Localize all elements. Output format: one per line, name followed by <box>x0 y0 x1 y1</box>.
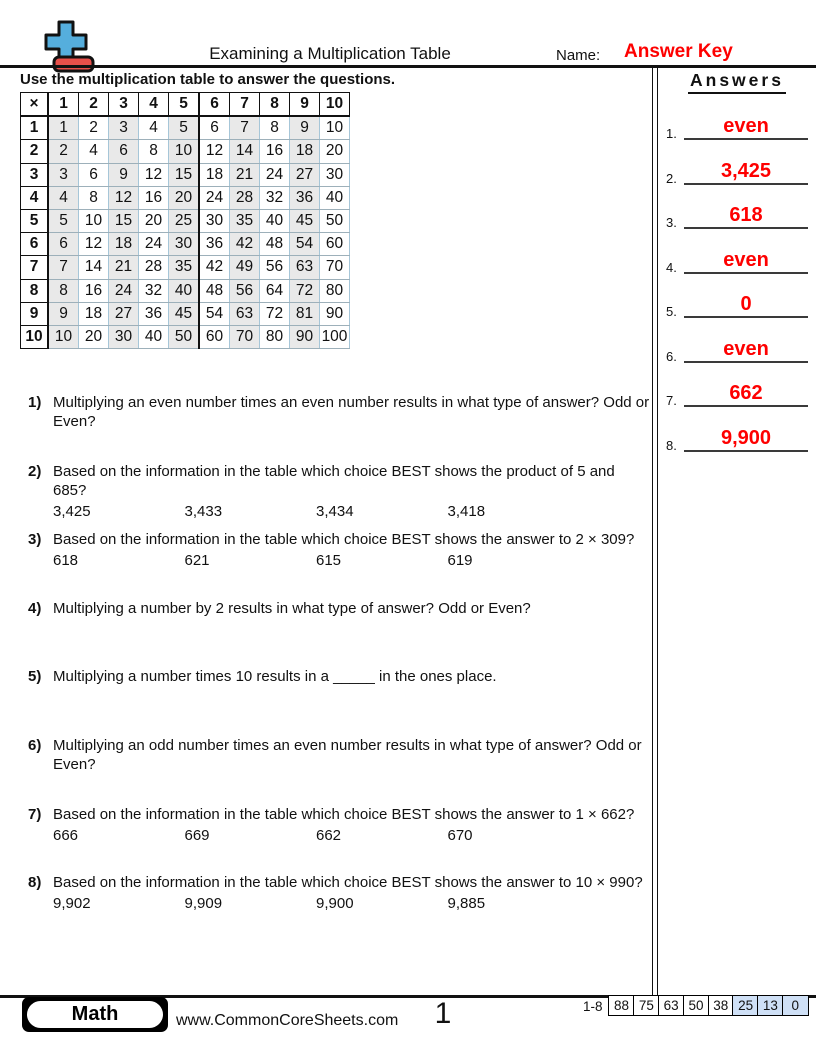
table-cell: 10 <box>169 140 200 163</box>
choices-row <box>53 503 654 520</box>
score-cell: 88 <box>608 995 635 1016</box>
question-item <box>28 530 654 569</box>
answer-number: 6. <box>666 348 677 364</box>
answer-blank-line <box>684 159 808 185</box>
score-cell: 75 <box>633 995 660 1016</box>
table-cell: 4 <box>79 140 109 163</box>
table-row-header: 10 <box>21 325 49 348</box>
page-number: 1 <box>434 997 452 1030</box>
table-cell: 81 <box>290 302 320 325</box>
question-text: Multiplying an even number times an even number results in what type of answer? Odd or Even? <box>53 394 650 430</box>
table-cell: 24 <box>260 163 290 186</box>
question-number: 2) <box>28 462 42 480</box>
choice-option: 621 <box>184 552 210 570</box>
table-cell: 15 <box>169 163 200 186</box>
table-cell: 40 <box>139 325 169 348</box>
choice-option: 9,885 <box>447 895 486 913</box>
question-item <box>28 599 654 618</box>
table-cell: 28 <box>230 186 260 209</box>
table-cell: 8 <box>79 186 109 209</box>
table-cell: 8 <box>139 140 169 163</box>
table-cell: 6 <box>199 116 230 140</box>
table-cell: 60 <box>320 233 350 256</box>
choice-option: 618 <box>53 552 79 570</box>
table-cell: 12 <box>79 233 109 256</box>
table-cell: 30 <box>320 163 350 186</box>
table-cell: 36 <box>290 186 320 209</box>
table-cell: 64 <box>260 279 290 302</box>
table-cell: 9 <box>109 163 139 186</box>
subject-badge-label: Math <box>27 1001 163 1028</box>
table-cell: 32 <box>139 279 169 302</box>
table-cell: 63 <box>290 256 320 279</box>
table-row-header: 3 <box>21 163 49 186</box>
answer-value: even <box>723 115 769 137</box>
table-cell: 10 <box>48 325 79 348</box>
table-col-header: 3 <box>109 93 139 117</box>
table-cell: 1 <box>48 116 79 140</box>
name-label: Name: <box>556 47 601 64</box>
score-cell: 63 <box>658 995 685 1016</box>
table-cell: 90 <box>320 302 350 325</box>
table-cell: 28 <box>139 256 169 279</box>
table-row-header: 4 <box>21 186 49 209</box>
table-cell: 10 <box>79 209 109 232</box>
answer-value: 618 <box>729 204 763 227</box>
answer-number: 2. <box>666 170 677 186</box>
table-cell: 18 <box>109 233 139 256</box>
choice-option: 666 <box>53 826 79 844</box>
question-number: 6) <box>28 737 42 755</box>
question-number: 7) <box>28 805 42 823</box>
answer-number: 7. <box>666 393 677 409</box>
choice-option: 662 <box>316 826 342 844</box>
table-cell: 56 <box>260 256 290 279</box>
table-cell: 32 <box>260 186 290 209</box>
table-cell: 27 <box>290 163 320 186</box>
table-row-header: 6 <box>21 233 49 256</box>
question-number: 5) <box>28 668 42 686</box>
table-cell: 18 <box>290 140 320 163</box>
table-cell: 45 <box>169 302 200 325</box>
table-cell: 8 <box>260 116 290 140</box>
table-cell: 30 <box>199 209 230 232</box>
table-cell: 6 <box>109 140 139 163</box>
score-range-label: 1-8 <box>583 999 603 1014</box>
question-text: Multiplying an odd number times an even number results in what type of answer? Odd or Even? <box>53 737 642 774</box>
table-col-header: 1 <box>48 93 79 117</box>
table-cell: 63 <box>230 302 260 325</box>
table-cell: 70 <box>230 325 260 348</box>
table-cell: 12 <box>109 186 139 209</box>
table-corner-cell: × <box>21 93 49 117</box>
answer-item <box>656 422 816 454</box>
answer-value: 662 <box>729 382 763 405</box>
table-cell: 3 <box>109 116 139 140</box>
table-cell: 54 <box>199 302 230 325</box>
score-cell: 0 <box>782 995 809 1016</box>
answer-value: 3,425 <box>720 159 772 182</box>
table-cell: 14 <box>230 140 260 163</box>
table-cell: 30 <box>109 325 139 348</box>
table-cell: 16 <box>79 279 109 302</box>
table-cell: 42 <box>230 233 260 256</box>
table-cell: 24 <box>139 233 169 256</box>
answer-blank-line <box>684 203 808 229</box>
table-cell: 24 <box>199 186 230 209</box>
choices-row <box>53 827 654 844</box>
question-item <box>28 873 654 912</box>
score-grid <box>610 995 809 1016</box>
answer-item <box>656 288 816 320</box>
table-cell: 27 <box>109 302 139 325</box>
table-cell: 20 <box>169 186 200 209</box>
table-cell: 7 <box>48 256 79 279</box>
answer-blank-line <box>684 426 808 452</box>
table-cell: 72 <box>290 279 320 302</box>
table-cell: 36 <box>199 233 230 256</box>
table-cell: 100 <box>320 325 350 348</box>
answer-item <box>656 244 816 276</box>
table-cell: 70 <box>320 256 350 279</box>
score-cell: 38 <box>708 995 735 1016</box>
answer-number: 1. <box>666 126 677 141</box>
choice-option: 3,433 <box>184 502 223 520</box>
question-item <box>28 462 654 520</box>
table-cell: 20 <box>79 325 109 348</box>
question-number: 4) <box>28 599 42 617</box>
choice-option: 670 <box>447 826 473 844</box>
table-cell: 9 <box>290 116 320 140</box>
table-cell: 15 <box>109 209 139 232</box>
question-text: Based on the information in the table which choice BEST shows the answer to 10 × 990? <box>53 874 643 892</box>
table-cell: 6 <box>48 233 79 256</box>
question-item <box>28 667 654 686</box>
table-cell: 35 <box>230 209 260 232</box>
table-cell: 4 <box>139 116 169 140</box>
question-text: Based on the information in the table which choice BEST shows the answer to 2 × 309? <box>53 531 635 549</box>
table-row-header: 2 <box>21 140 49 163</box>
answer-number: 8. <box>666 437 677 453</box>
instruction-text: Use the multiplication table to answer the questions. <box>20 71 396 88</box>
table-col-header: 6 <box>199 93 230 117</box>
question-text: Based on the information in the table which choice BEST shows the answer to 1 × 662? <box>53 805 635 823</box>
choice-option: 3,418 <box>447 502 486 520</box>
answer-value: 0 <box>740 293 752 316</box>
choices-row <box>53 552 654 569</box>
table-cell: 49 <box>230 256 260 279</box>
question-item <box>28 393 654 431</box>
table-cell: 50 <box>169 325 200 348</box>
choice-option: 3,434 <box>316 502 354 520</box>
table-cell: 21 <box>109 256 139 279</box>
table-cell: 72 <box>260 302 290 325</box>
answer-value: even <box>723 248 769 271</box>
table-cell: 12 <box>199 140 230 163</box>
table-cell: 7 <box>230 116 260 140</box>
table-cell: 40 <box>169 279 200 302</box>
table-cell: 5 <box>169 116 200 140</box>
answer-blank-line <box>684 381 808 407</box>
table-cell: 3 <box>48 163 79 186</box>
table-col-header: 8 <box>260 93 290 117</box>
answer-value: even <box>723 337 769 360</box>
table-cell: 5 <box>48 209 79 232</box>
table-row-header: 1 <box>21 116 49 140</box>
table-row-header: 5 <box>21 209 49 232</box>
table-cell: 40 <box>320 186 350 209</box>
question-number: 8) <box>28 874 42 892</box>
table-col-header: 5 <box>169 93 200 117</box>
table-cell: 12 <box>139 163 169 186</box>
table-cell: 20 <box>320 140 350 163</box>
answer-item <box>656 155 816 187</box>
table-col-header: 7 <box>230 93 260 117</box>
table-cell: 80 <box>260 325 290 348</box>
answer-blank-line <box>684 337 808 363</box>
answer-item <box>656 199 816 231</box>
table-cell: 9 <box>48 302 79 325</box>
table-col-header: 2 <box>79 93 109 117</box>
table-col-header: 4 <box>139 93 169 117</box>
table-cell: 16 <box>260 140 290 163</box>
question-number: 1) <box>28 394 42 411</box>
table-cell: 50 <box>320 209 350 232</box>
choice-option: 3,425 <box>53 502 91 520</box>
multiplication-table <box>20 92 350 349</box>
answer-number: 4. <box>666 259 677 275</box>
question-item <box>28 736 654 774</box>
answer-item <box>656 377 816 409</box>
table-col-header: 9 <box>290 93 320 117</box>
website-link[interactable]: www.CommonCoreSheets.com <box>176 1012 399 1029</box>
table-cell: 18 <box>199 163 230 186</box>
table-cell: 6 <box>79 163 109 186</box>
page-title: Examining a Multiplication Table <box>209 44 451 63</box>
choice-option: 9,909 <box>184 895 223 913</box>
table-cell: 8 <box>48 279 79 302</box>
table-cell: 25 <box>169 209 200 232</box>
table-cell: 10 <box>320 116 350 140</box>
question-number: 3) <box>28 531 42 549</box>
table-cell: 30 <box>169 233 200 256</box>
table-cell: 20 <box>139 209 169 232</box>
table-cell: 48 <box>199 279 230 302</box>
table-cell: 21 <box>230 163 260 186</box>
table-cell: 2 <box>79 116 109 140</box>
score-cell: 25 <box>732 995 759 1016</box>
table-cell: 35 <box>169 256 200 279</box>
answer-item <box>656 110 816 142</box>
answer-blank-line <box>684 248 808 274</box>
table-row-header: 9 <box>21 302 49 325</box>
table-cell: 48 <box>260 233 290 256</box>
score-cell: 50 <box>683 995 710 1016</box>
answers-panel <box>656 66 816 997</box>
table-cell: 80 <box>320 279 350 302</box>
table-col-header: 10 <box>320 93 350 117</box>
choice-option: 615 <box>316 552 342 570</box>
table-cell: 4 <box>48 186 79 209</box>
choice-option: 9,902 <box>53 895 91 913</box>
table-cell: 60 <box>199 325 230 348</box>
choice-option: 9,900 <box>316 895 354 913</box>
table-cell: 40 <box>260 209 290 232</box>
answers-panel-title: Answers <box>688 70 786 94</box>
table-cell: 54 <box>290 233 320 256</box>
answer-value: 9,900 <box>720 426 772 449</box>
table-cell: 56 <box>230 279 260 302</box>
question-text: Based on the information in the table which choice BEST shows the product of 5 and 685? <box>53 462 615 499</box>
table-cell: 45 <box>290 209 320 232</box>
table-cell: 14 <box>79 256 109 279</box>
answer-blank-line <box>684 114 808 140</box>
table-cell: 18 <box>79 302 109 325</box>
table-cell: 36 <box>139 302 169 325</box>
table-cell: 90 <box>290 325 320 348</box>
table-row-header: 7 <box>21 256 49 279</box>
table-cell: 2 <box>48 140 79 163</box>
table-cell: 24 <box>109 279 139 302</box>
question-text: Multiplying a number times 10 results in a _____ in the ones place. <box>53 668 497 686</box>
choice-option: 669 <box>184 826 210 844</box>
score-cell: 13 <box>757 995 784 1016</box>
table-row-header: 8 <box>21 279 49 302</box>
table-cell: 42 <box>199 256 230 279</box>
question-text: Multiplying a number by 2 results in what type of answer? Odd or Even? <box>53 599 531 617</box>
subject-badge <box>22 997 168 1032</box>
table-cell: 16 <box>139 186 169 209</box>
answer-item <box>656 333 816 365</box>
choice-option: 619 <box>447 552 473 570</box>
choices-row <box>53 895 654 912</box>
answer-number: 3. <box>666 215 677 231</box>
answer-blank-line <box>684 292 808 318</box>
answer-number: 5. <box>666 304 677 320</box>
question-item <box>28 805 654 844</box>
answer-key-label: Answer Key <box>624 41 733 62</box>
